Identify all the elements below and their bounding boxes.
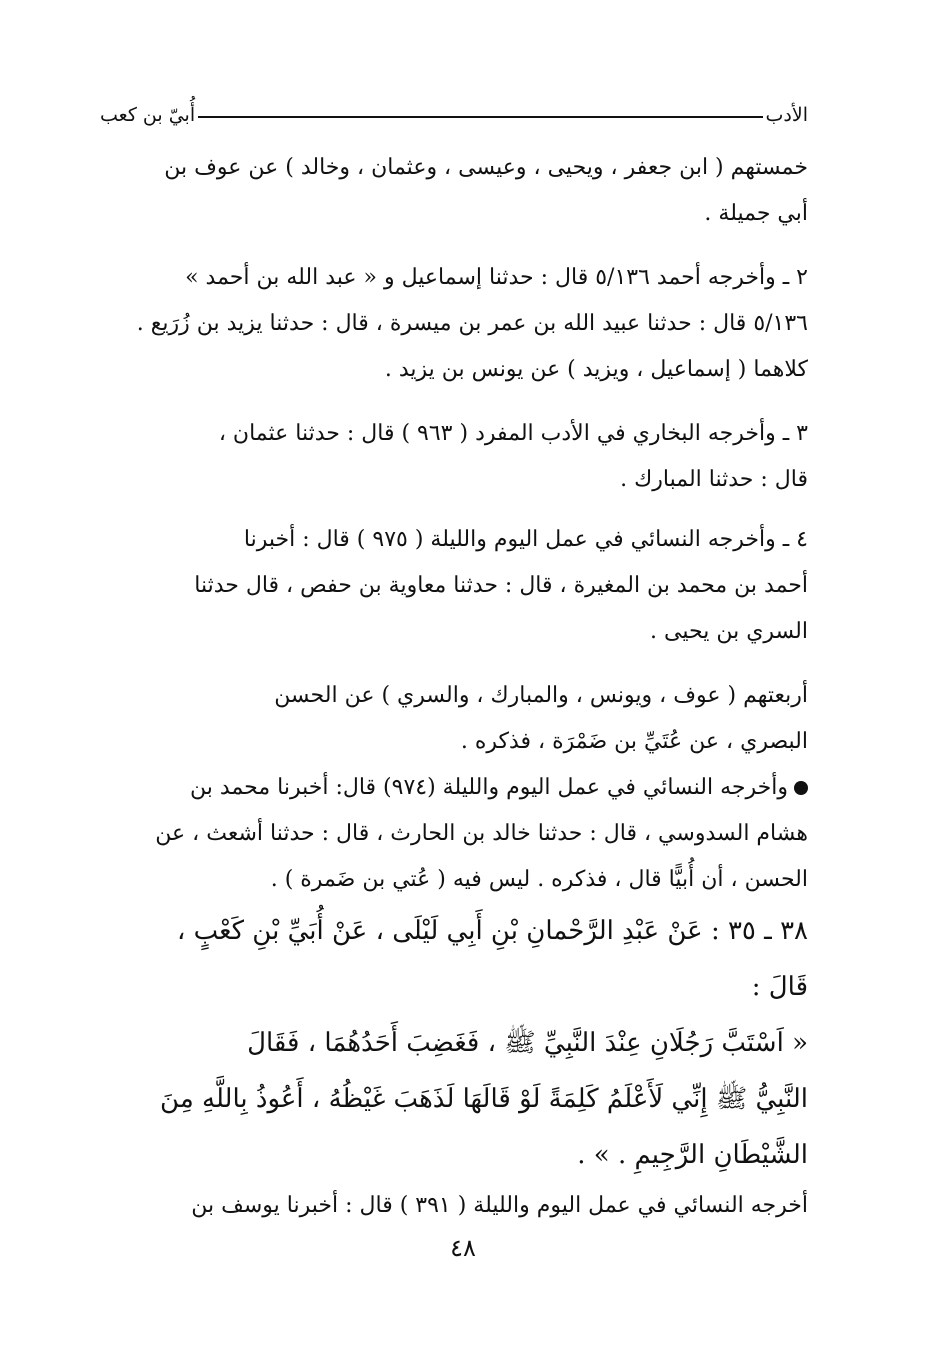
text-line: السري بن يحيى . <box>650 619 808 644</box>
page-number: ٤٨ <box>450 1234 476 1262</box>
text-line: هشام السدوسي ، قال : حدثنا خالد بن الحارث ، قال : حدثنا أشعث ، عن <box>155 821 808 846</box>
hadith-line: ٣٨ ـ ٣٥ : عَنْ عَبْدِ الرَّحْمانِ بْنِ أَبِي لَيْلَى ، عَنْ أُبَيِّ بْنِ كَعْبٍ ، <box>176 916 808 946</box>
hadith-line: النَّبِيُّ ﷺ إِنِّي لَأَعْلَمُ كَلِمَةً لَوْ قَالَهَا لَذَهَبَ غَيْظُهُ ، أَعُوذُ بِاللَّهِ مِنَ <box>160 1084 808 1114</box>
hadith-block <box>100 903 808 1183</box>
text-line: ٢ ـ وأخرجه أحمد ٥/١٣٦ قال : حدثنا إسماعيل و « عبد الله بن أحمد » <box>185 265 808 290</box>
page-body <box>100 145 808 1229</box>
text-line: خمستهم ( ابن جعفر ، ويحيى ، وعيسى ، وعثمان ، وخالد ) عن عوف بن <box>164 155 808 180</box>
text-line: ٤ ـ وأخرجه النسائي في عمل اليوم والليلة ( ٩٧٥ ) قال : أخبرنا <box>243 527 808 552</box>
header-rule <box>198 116 762 118</box>
header-section: الأدب <box>765 104 808 126</box>
text-line: وأخرجه النسائي في عمل اليوم والليلة (٩٧٤) قال: أخبرنا محمد بن <box>190 775 788 800</box>
hadith-line: الشَّيْطَانِ الرَّجِيمِ . » . <box>577 1140 808 1170</box>
header-subject: أُبيّ بن كعب <box>100 104 196 126</box>
text-line: أحمد بن محمد بن المغيرة ، قال : حدثنا معاوية بن حفص ، قال حدثنا <box>194 573 808 598</box>
bullet-line <box>100 765 808 811</box>
text-line: البصري ، عن عُتَيِّ بن ضَمْرَة ، فذكره . <box>460 729 808 754</box>
text-line: كلاهما ( إسماعيل ، ويزيد ) عن يونس بن يزيد . <box>384 357 808 382</box>
hadith-line: قَالَ : <box>751 972 808 1002</box>
text-line: الحسن ، أن أُبيًّا قال ، فذكره . ليس فيه ( عُتي بن ضَمرة ) . <box>270 867 808 892</box>
text-line: ٥/١٣٦ قال : حدثنا عبيد الله بن عمر بن ميسرة ، قال : حدثنا يزيد بن زُرَيع . <box>136 311 808 336</box>
hadith-line: « اَسْتَبَّ رَجُلَانِ عِنْدَ النَّبِيِّ ﷺ ، فَغَضِبَ أَحَدُهُمَا ، فَقَالَ <box>247 1028 808 1058</box>
text-line: قال : حدثنا المبارك . <box>620 467 808 492</box>
text-line: أربعتهم ( عوف ، ويونس ، والمبارك ، والسري ) عن الحسن <box>274 683 808 708</box>
text-line: ٣ ـ وأخرجه البخاري في الأدب المفرد ( ٩٦٣ ) قال : حدثنا عثمان ، <box>218 421 808 446</box>
running-header <box>100 92 808 126</box>
text-line: أبي جميلة . <box>704 201 808 226</box>
bullet-icon <box>794 781 808 795</box>
text-line: أخرجه النسائي في عمل اليوم والليلة ( ٣٩١ ) قال : أخبرنا يوسف بن <box>191 1193 808 1218</box>
